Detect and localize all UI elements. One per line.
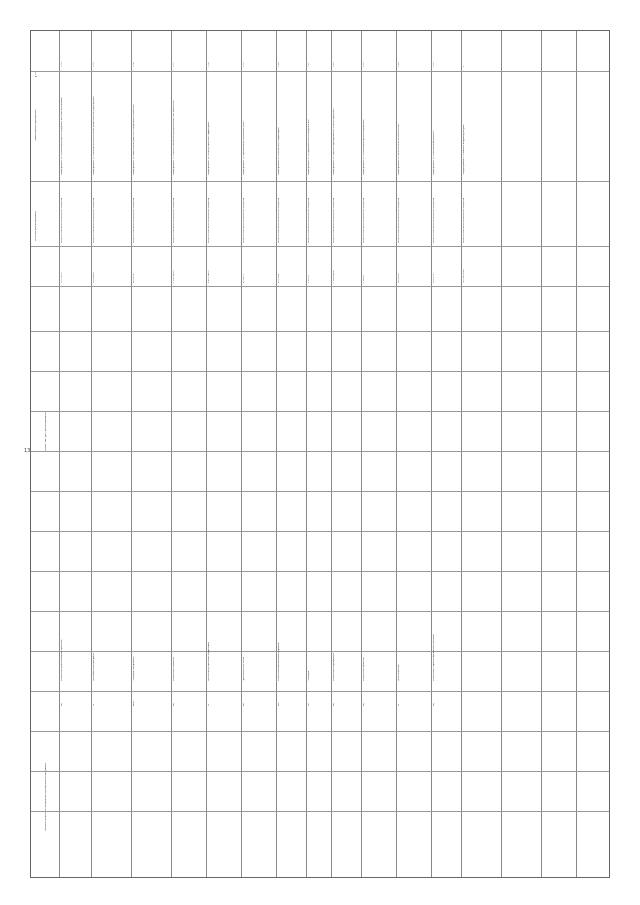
header-indicator: Целевой показатель (индикатор) муниципальной программы <box>45 763 47 831</box>
table-column-divider <box>31 451 609 452</box>
table-row-divider <box>461 31 462 877</box>
table-row-divider <box>91 31 92 877</box>
row-number: 1.23 <box>363 62 365 67</box>
row-name: Мероприятие 16 «Выполнение работ по содержанию объектов» <box>133 104 135 175</box>
row-indicator: Протяженность сетей <box>243 656 245 681</box>
row-total: 4 875 380,3 <box>208 270 210 283</box>
row-total: 197 592,3 <box>61 272 63 283</box>
row-source: Всего, в том числе из местного бюджета <box>243 197 245 243</box>
row-indicator: Количество высаженных деревьев <box>278 642 280 681</box>
row-total: 81 427,7 <box>243 273 245 283</box>
row-number: 1.18 <box>208 62 210 67</box>
row-name: Мероприятие 20 «Озеленение территорий» <box>278 126 280 175</box>
table-column-divider <box>31 531 609 532</box>
table-row-divider <box>206 31 207 877</box>
table-column-divider <box>31 611 609 612</box>
row-total: 181 608,8 <box>93 272 95 283</box>
row-total: 1 004 860,6 <box>333 270 335 283</box>
table-row-divider <box>276 31 277 877</box>
row-unit: % <box>208 704 210 706</box>
header-source: Источник финансирования <box>35 211 37 241</box>
row-name: Подпрограмма 2 «Развитие инфраструктуры» <box>463 124 465 175</box>
row-unit: га <box>308 703 310 706</box>
row-total: 76 376 924,5 <box>463 269 465 283</box>
row-unit: ед. <box>333 702 335 706</box>
row-unit: км <box>243 703 245 706</box>
row-source: Всего, в том числе из местного бюджета <box>208 197 210 243</box>
row-name: Мероприятие 19 «Организация освещения улиц» <box>243 120 245 175</box>
row-total: 9 213,9 <box>308 275 310 283</box>
row-source: Всего, в том числе из местного бюджета <box>433 197 435 243</box>
row-number: 1.17 <box>173 62 175 67</box>
row-unit: ед. <box>173 702 175 706</box>
table-row-divider <box>59 31 60 877</box>
row-name: Мероприятие 15 «Расходы на обеспечение деятельности учреждений» <box>93 96 95 175</box>
header-financing: Объем (тыс. руб.) финансирования <box>45 412 47 451</box>
row-indicator: Количество мероприятий <box>333 652 335 681</box>
row-unit <box>463 686 499 706</box>
row-unit: шт. <box>278 702 280 706</box>
table-column-divider <box>31 731 609 732</box>
row-unit: кв.м <box>133 701 135 706</box>
row-unit: ед. <box>433 702 435 706</box>
table-column-divider <box>31 181 609 182</box>
table-row-divider <box>131 31 132 877</box>
row-indicator <box>463 621 499 681</box>
table-column-divider <box>31 411 609 412</box>
row-source: Всего, в том числе из местного бюджета <box>308 197 310 243</box>
row-name: Мероприятие 14 «Реализация мер по поддержке местных инициатив» <box>61 96 63 175</box>
row-source: Всего, в том числе из местного бюджета <box>463 197 465 243</box>
page-number: 13 <box>24 448 31 454</box>
row-number: 1.14 <box>61 62 63 67</box>
row-name: Мероприятие 23 «Реализация проектов развития» <box>363 119 365 175</box>
row-number: 1.15 <box>93 62 95 67</box>
row-indicator: Площадь <box>308 670 310 681</box>
row-total: 20 011,0 <box>433 273 435 283</box>
row-name: Мероприятие 18 «Благоустройство территорий» <box>208 121 210 175</box>
table-row-divider <box>501 31 502 877</box>
row-total: 5 230 428,9 <box>173 270 175 283</box>
row-number: 1.24 <box>398 62 400 67</box>
row-indicator: Количество отремонтированных объектов <box>433 634 435 681</box>
row-number: 2 <box>463 65 465 67</box>
row-source: Всего, в том числе из местного бюджета <box>333 197 335 243</box>
table-row-divider <box>331 31 332 877</box>
row-indicator: Доля объектов <box>398 664 400 681</box>
row-number: 1.22 <box>333 62 335 67</box>
row-indicator: Доля благоустроенных территорий <box>208 641 210 681</box>
table-column-divider <box>31 491 609 492</box>
row-source: Всего, в том числе из местного бюджета <box>173 197 175 243</box>
table-row-divider <box>541 31 542 877</box>
table-row-divider <box>396 31 397 877</box>
row-source: Всего, в том числе из местного бюджета <box>398 197 400 243</box>
table-column-divider <box>31 771 609 772</box>
row-indicator: Количество реализованных проектов <box>61 639 63 681</box>
table-row-divider <box>171 31 172 877</box>
row-number: 1.19 <box>243 62 245 67</box>
row-indicator: Количество объектов <box>173 657 175 681</box>
table-column-divider <box>31 571 609 572</box>
table-column-divider <box>31 811 609 812</box>
row-total: 28 412,6 <box>398 273 400 283</box>
row-name: Мероприятие 22 «Прочие мероприятия по благоустройству» <box>333 107 335 175</box>
row-number: 1.25 <box>433 62 435 67</box>
table-column-divider <box>31 371 609 372</box>
row-total: 65 557,8 <box>133 273 135 283</box>
row-number: 1.16 <box>133 62 135 67</box>
row-unit: % <box>93 704 95 706</box>
row-indicator: Количество проектов <box>363 657 365 681</box>
row-name: Мероприятие 25 «Капитальный ремонт» <box>433 130 435 175</box>
row-name: Мероприятие 21 «Содержание мест захоронения» <box>308 119 310 175</box>
row-source: Всего, в том числе из местного бюджета <box>278 197 280 243</box>
row-number: 1.21 <box>308 62 310 67</box>
row-name: Мероприятие 17 «Ремонт объектов муниципальной собственности» <box>173 99 175 175</box>
row-total: 7 000,0 <box>363 275 365 283</box>
row-source: Всего, в том числе из местного бюджета <box>61 197 63 243</box>
row-source: Всего, в том числе из местного бюджета <box>93 197 95 243</box>
table-row-divider <box>361 31 362 877</box>
row-unit: ед. <box>363 702 365 706</box>
table-column-divider <box>31 331 609 332</box>
row-number: 1.20 <box>278 62 280 67</box>
row-name: Мероприятие 24 «Обеспечение безопасности» <box>398 123 400 175</box>
row-source: Всего, в том числе из местного бюджета <box>133 197 135 243</box>
row-source: Всего, в том числе из местного бюджета <box>363 197 365 243</box>
table-column-divider <box>31 246 609 247</box>
table-row-divider <box>576 31 577 877</box>
row-indicator: Доля выполненных работ <box>93 652 95 681</box>
row-indicator: Площадь содержания <box>133 656 135 681</box>
table-column-divider <box>31 71 609 72</box>
row-unit: ед. <box>61 702 63 706</box>
rotated-table-sheet <box>30 30 610 878</box>
header-name: Наименование мероприятия <box>35 109 37 141</box>
table-column-divider <box>31 286 609 287</box>
table-row-divider <box>241 31 242 877</box>
row-unit: % <box>398 704 400 706</box>
header-num: № п/п <box>35 70 37 77</box>
table-row-divider <box>431 31 432 877</box>
row-total: 43 010,8 <box>278 273 280 283</box>
table-row-divider <box>306 31 307 877</box>
